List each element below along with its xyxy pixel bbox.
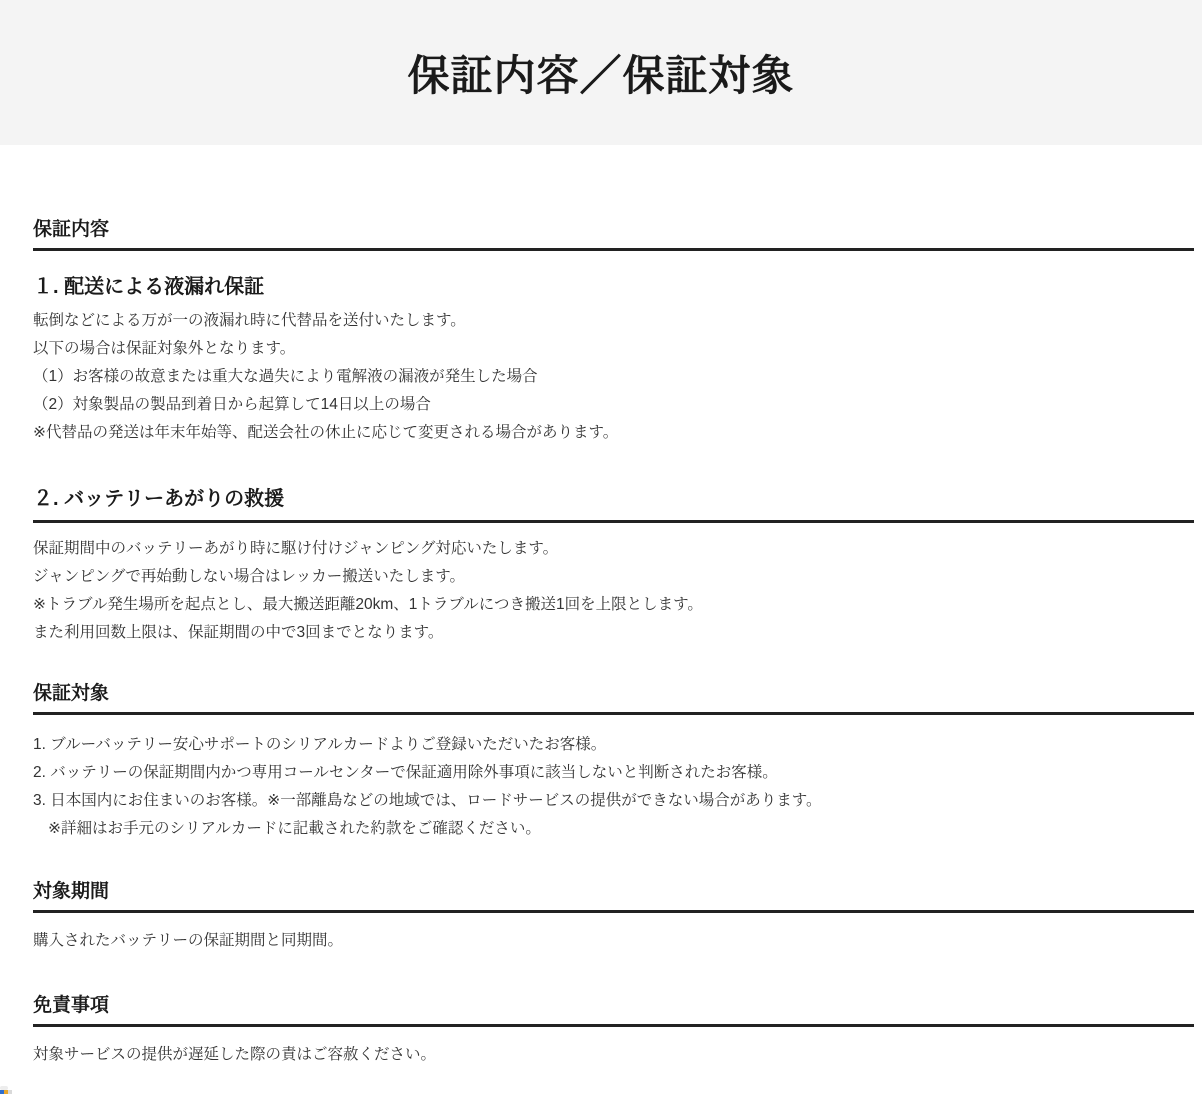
- paragraph-jumpstart-rescue: [33, 535, 1194, 647]
- section-warranty-target: [33, 683, 1194, 843]
- subsection-heading-jumpstart-rescue: ２. バッテリーあがりの救援: [33, 488, 285, 510]
- text-line: 保証期間中のバッテリーあがり時に駆け付けジャンピング対応いたします。: [33, 540, 559, 557]
- list-item: 2. バッテリーの保証期間内かつ専用コールセンターで保証適用除外事項に該当しないと判断されたお客様。: [33, 764, 778, 781]
- list-item: 1. ブルーバッテリー安心サポートのシリアルカードよりご登録いただいたお客様。: [33, 736, 607, 753]
- warranty-target-list: [33, 731, 1194, 843]
- text-line: 購入されたバッテリーの保証期間と同期間。: [33, 932, 344, 949]
- paragraph-target-period: [33, 927, 1194, 955]
- text-line: 以下の場合は保証対象外となります。: [33, 340, 296, 357]
- text-line: （1）お客様の故意または重大な過失により電解液の漏液が発生した場合: [33, 368, 538, 385]
- section-warranty-content: [33, 219, 1194, 647]
- page-header: [0, 0, 1202, 145]
- bottom-left-image-fragment: [0, 1086, 12, 1094]
- subsection-heading-leak-warranty: １. 配送による液漏れ保証: [33, 276, 265, 298]
- text-line: ジャンピングで再始動しない場合はレッカー搬送いたします。: [33, 568, 465, 585]
- list-item-note: ※詳細はお手元のシリアルカードに記載された約款をご確認ください。: [48, 820, 541, 837]
- text-line: （2）対象製品の製品到着日から起算して14日以上の場合: [33, 396, 431, 413]
- section-disclaimer: [33, 995, 1194, 1069]
- section-divider: [33, 248, 1194, 251]
- text-line: 対象サービスの提供が遅延した際の責はご容赦ください。: [33, 1046, 437, 1063]
- fragment-gray-block: [8, 1090, 12, 1094]
- content-area: [0, 219, 1202, 1069]
- section-divider: [33, 520, 1194, 523]
- section-heading-disclaimer: 免責事項: [33, 995, 110, 1016]
- text-line: ※トラブル発生場所を起点とし、最大搬送距離20km、1トラブルにつき搬送1回を上限とします。: [33, 596, 703, 613]
- section-divider: [33, 1024, 1194, 1027]
- paragraph-disclaimer: [33, 1041, 1194, 1069]
- section-heading-warranty-target: 保証対象: [33, 683, 110, 704]
- paragraph-leak-warranty: [33, 307, 1194, 447]
- section-divider: [33, 910, 1194, 913]
- text-line: ※代替品の発送は年末年始等、配送会社の休止に応じて変更される場合があります。: [33, 424, 619, 441]
- section-heading-warranty-content: 保証内容: [33, 219, 110, 240]
- section-divider: [33, 712, 1194, 715]
- text-line: また利用回数上限は、保証期間の中で3回までとなります。: [33, 624, 444, 641]
- text-line: 転倒などによる万が一の液漏れ時に代替品を送付いたします。: [33, 312, 466, 329]
- section-target-period: [33, 881, 1194, 955]
- section-heading-target-period: 対象期間: [33, 881, 110, 902]
- list-item: 3. 日本国内にお住まいのお客様。※一部離島などの地域では、ロードサービスの提供ができない場合があります。: [33, 792, 822, 809]
- page-title: 保証内容／保証対象: [407, 51, 795, 99]
